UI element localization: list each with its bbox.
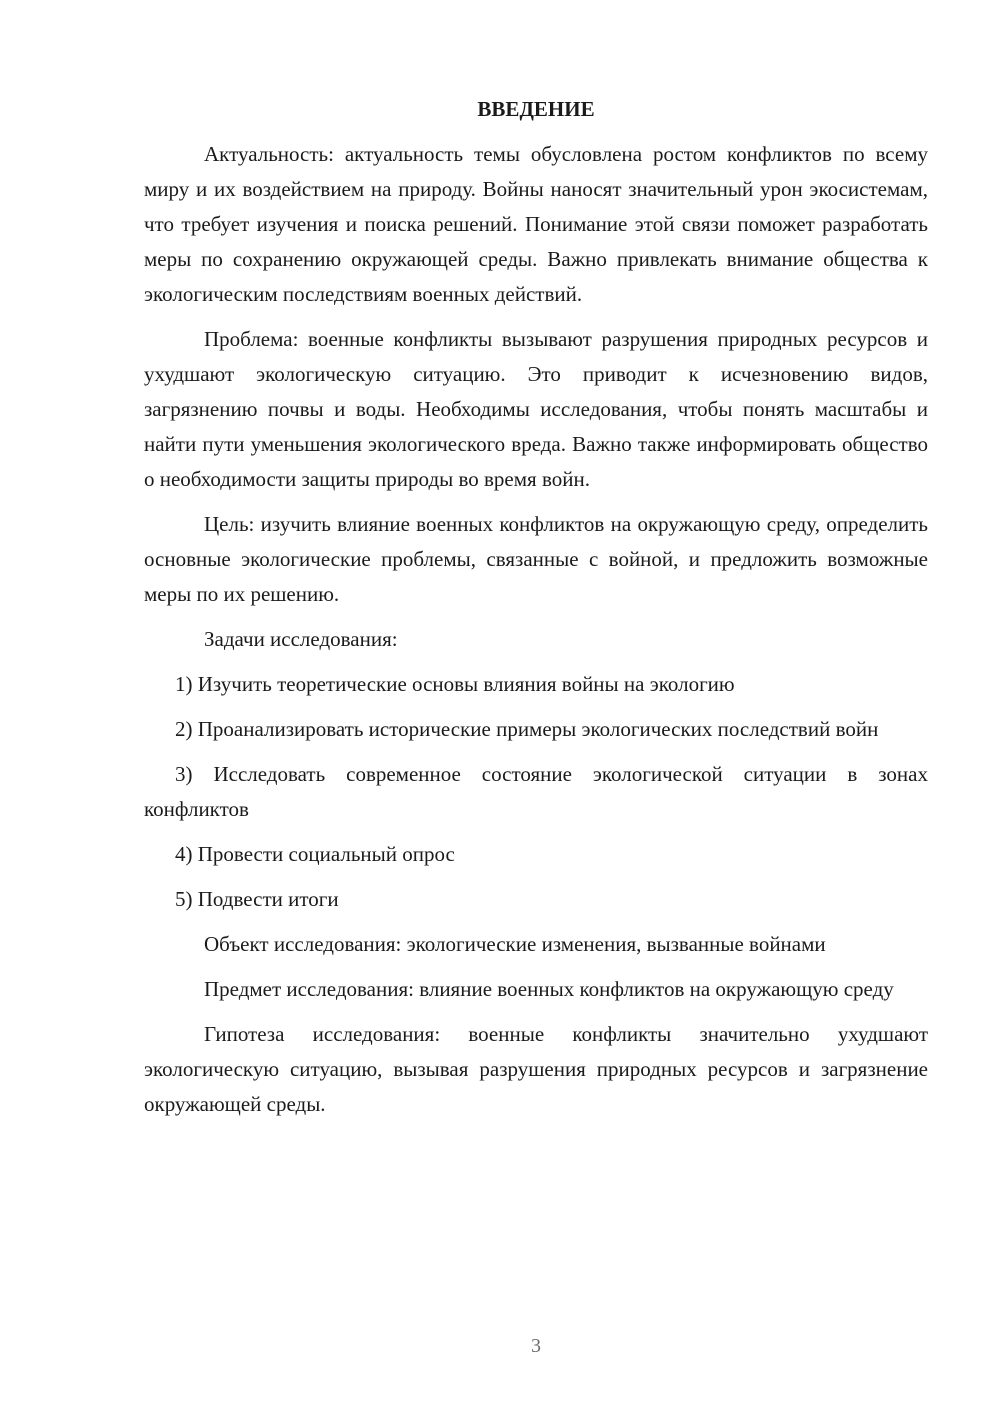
task-item-3: 3) Исследовать современное состояние экологической ситуации в зонах конфликтов	[144, 762, 928, 821]
section-title: ВВЕДЕНИЕ	[477, 97, 595, 121]
tasks-heading: Задачи исследования:	[204, 627, 398, 651]
subject-paragraph: Предмет исследования: влияние военных конфликтов на окружающую среду	[204, 977, 894, 1001]
task-item-5: 5) Подвести итоги	[175, 887, 339, 911]
object-paragraph: Объект исследования: экологические изменения, вызванные войнами	[204, 932, 826, 956]
page-number: 3	[531, 1335, 541, 1357]
page-content	[144, 92, 928, 1132]
task-item-2: 2) Проанализировать исторические примеры экологических последствий войн	[175, 717, 879, 741]
problem-paragraph: Проблема: военные конфликты вызывают разрушения природных ресурсов и ухудшают экологическую ситуацию. Это приводит к исчезновению видов, загрязнению почвы и воды. Необходимы исследования, чтобы понять масштабы и найти пути уменьшения экологического вреда. Важно также информировать общество о необходимости защиты природы во время войн.	[144, 327, 928, 491]
task-item-4: 4) Провести социальный опрос	[175, 842, 455, 866]
task-item-1: 1) Изучить теоретические основы влияния войны на экологию	[175, 672, 735, 696]
goal-paragraph: Цель: изучить влияние военных конфликтов на окружающую среду, определить основные экологические проблемы, связанные с войной, и предложить возможные меры по их решению.	[144, 512, 928, 606]
hypothesis-paragraph: Гипотеза исследования: военные конфликты значительно ухудшают экологическую ситуацию, вызывая разрушения природных ресурсов и загрязнение окружающей среды.	[144, 1022, 928, 1116]
relevance-paragraph: Актуальность: актуальность темы обусловлена ростом конфликтов по всему миру и их воздействием на природу. Войны наносят значительный урон экосистемам, что требует изучения и поиска решений. Понимание этой связи поможет разработать меры по сохранению окружающей среды. Важно привлекать внимание общества к экологическим последствиям военных действий.	[144, 142, 928, 306]
